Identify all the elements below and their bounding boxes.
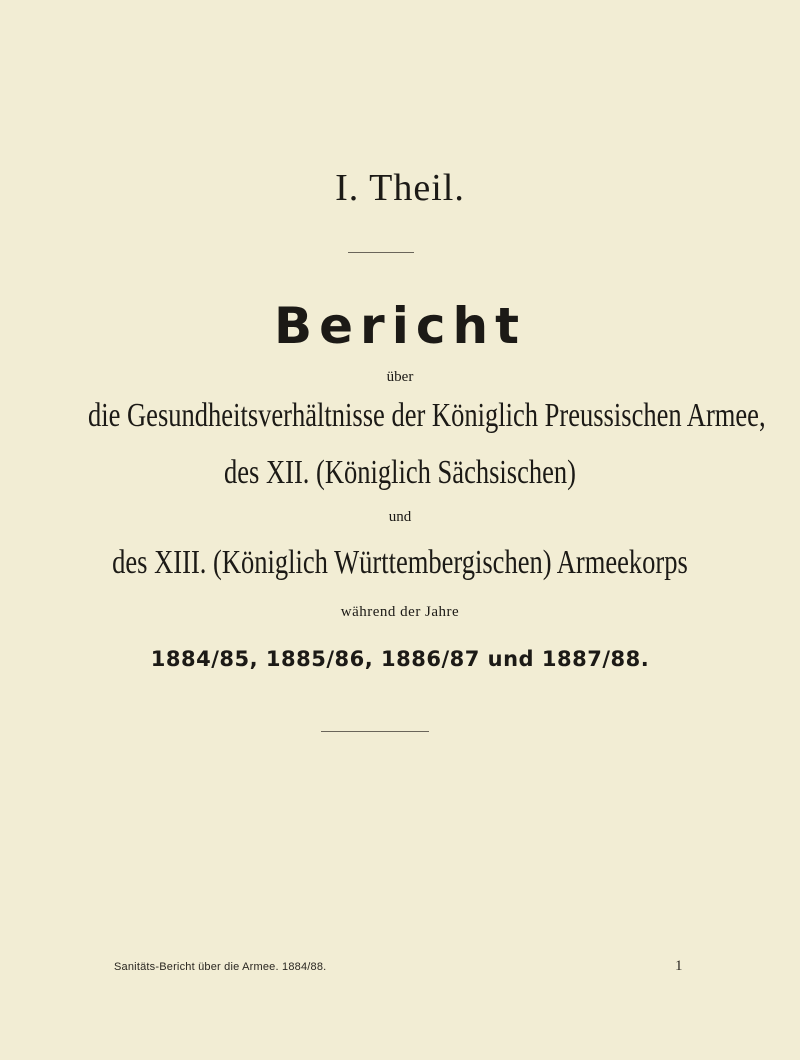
subject-line-3: des XIII. (Königlich Württembergischen) Armeekorps <box>112 544 688 581</box>
years-line: 1884/85, 1885/86, 1886/87 und 1887/88. <box>150 647 650 671</box>
page-number: 1 <box>675 958 683 974</box>
part-heading: I. Theil. <box>335 167 465 209</box>
bottom-divider <box>321 731 429 732</box>
connector-ueber: über <box>386 369 414 385</box>
subject-line-1: die Gesundheitsverhältnisse der Königlich Preussischen Armee, <box>88 397 766 434</box>
running-title: Sanitäts-Bericht über die Armee. 1884/88. <box>114 961 327 973</box>
main-title: Bericht <box>274 297 526 355</box>
top-divider <box>348 252 414 253</box>
connector-und: und <box>388 509 412 525</box>
connector-waehrend: während der Jahre <box>340 604 460 620</box>
subject-line-2: des XII. (Königlich Sächsischen) <box>223 454 577 491</box>
